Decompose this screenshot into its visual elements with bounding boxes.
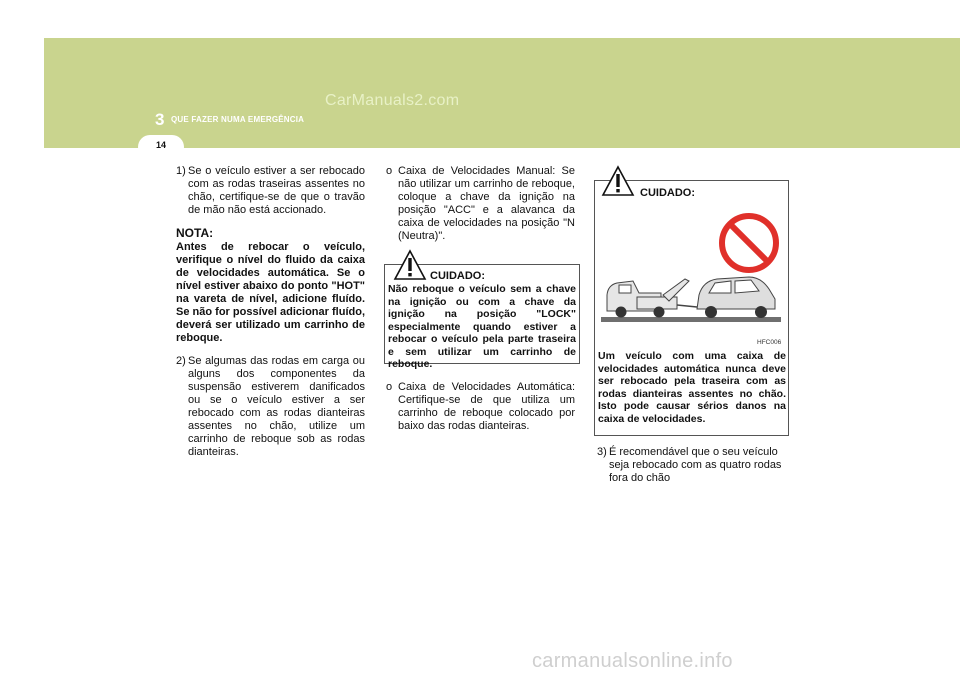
prohibition-icon bbox=[722, 216, 776, 270]
warning-triangle-icon bbox=[601, 165, 635, 197]
list-item-3 bbox=[597, 446, 785, 485]
item-text: Caixa de Velocidades Automática: Certifique-se de que utiliza um carrinho de reboque colocado por baixo das rodas dianteiras. bbox=[398, 381, 575, 432]
tow-truck-icon bbox=[607, 279, 689, 311]
list-item-automatic bbox=[386, 381, 575, 433]
watermark-top-link[interactable]: CarManuals2.com bbox=[325, 92, 460, 109]
watermark-bottom-link[interactable]: carmanualsonline.info bbox=[532, 650, 733, 672]
chapter-title: QUE FAZER NUMA EMERGÊNCIA bbox=[171, 115, 305, 124]
list-item-2 bbox=[176, 355, 365, 459]
item-marker: 1) bbox=[176, 165, 186, 177]
column-middle bbox=[386, 165, 575, 253]
caution-box-right bbox=[594, 180, 789, 436]
warning-triangle-icon bbox=[393, 249, 427, 281]
column-left bbox=[176, 165, 365, 469]
item-text: Se o veículo estiver a ser rebocado com as rodas traseiras assentes no chão, certifique-se de que o travão de mão não está accionado. bbox=[188, 165, 365, 216]
note-title: NOTA: bbox=[176, 226, 214, 240]
list-item-manual bbox=[386, 165, 575, 243]
caution-title: CUIDADO: bbox=[640, 187, 695, 199]
item-text: É recomendável que o seu veículo seja rebocado com as quatro rodas fora do chão bbox=[609, 446, 782, 484]
page-number: 14 bbox=[155, 140, 166, 150]
figure-code: HFC006 bbox=[757, 339, 782, 346]
chapter-number: 3 bbox=[155, 110, 165, 129]
column-right-lower bbox=[597, 446, 785, 495]
caution-title: CUIDADO: bbox=[430, 270, 485, 282]
towing-illustration bbox=[599, 205, 783, 345]
towed-car-icon bbox=[697, 277, 775, 309]
item-text: Caixa de Velocidades Manual: Se não utilizar um carrinho de reboque, coloque a chave da ignição na posição "ACC" e a alavanca da caixa de velocidades na posição "N (Neutra)". bbox=[398, 165, 575, 242]
note-text: Antes de rebocar o veículo, verifique o nível do fluido da caixa de velocidades automática. Se o nível estiver abaixo do ponto "HOT" na vareta de nível, adicione fluído. Se não for possível adicionar fluído, deverá ser utilizado um carrinho de reboque. bbox=[176, 241, 365, 344]
item-marker: 3) bbox=[597, 446, 607, 458]
bullet-marker: o bbox=[386, 381, 393, 393]
caution-box-middle bbox=[384, 264, 580, 370]
caution-text: Não reboque o veículo sem a chave na ignição ou com a chave da ignição na posição "LOCK" especialmente quando estiver a rebocar o veículo pela parte traseira e sem utilizar um carrinho de reboque. bbox=[388, 283, 576, 370]
chapter-header-band bbox=[44, 38, 960, 148]
item-text: Se algumas das rodas em carga ou alguns dos componentes da suspensão estiverem danificados ou se o veículo estiver a ser rebocado com as rodas dianteiras assentes no chão, utilize um carrinho de reboque sob as rodas dianteiras. bbox=[188, 355, 365, 458]
bullet-marker: o bbox=[386, 165, 393, 177]
list-item-1 bbox=[176, 165, 365, 217]
column-middle-lower bbox=[386, 381, 575, 443]
item-marker: 2) bbox=[176, 355, 186, 367]
caution-text: Um veículo com uma caixa de velocidades automática nunca deve ser rebocado pela traseira com as rodas dianteiras assentes no chão. Isto pode causar sérios danos na caixa de velocidades. bbox=[598, 350, 786, 425]
